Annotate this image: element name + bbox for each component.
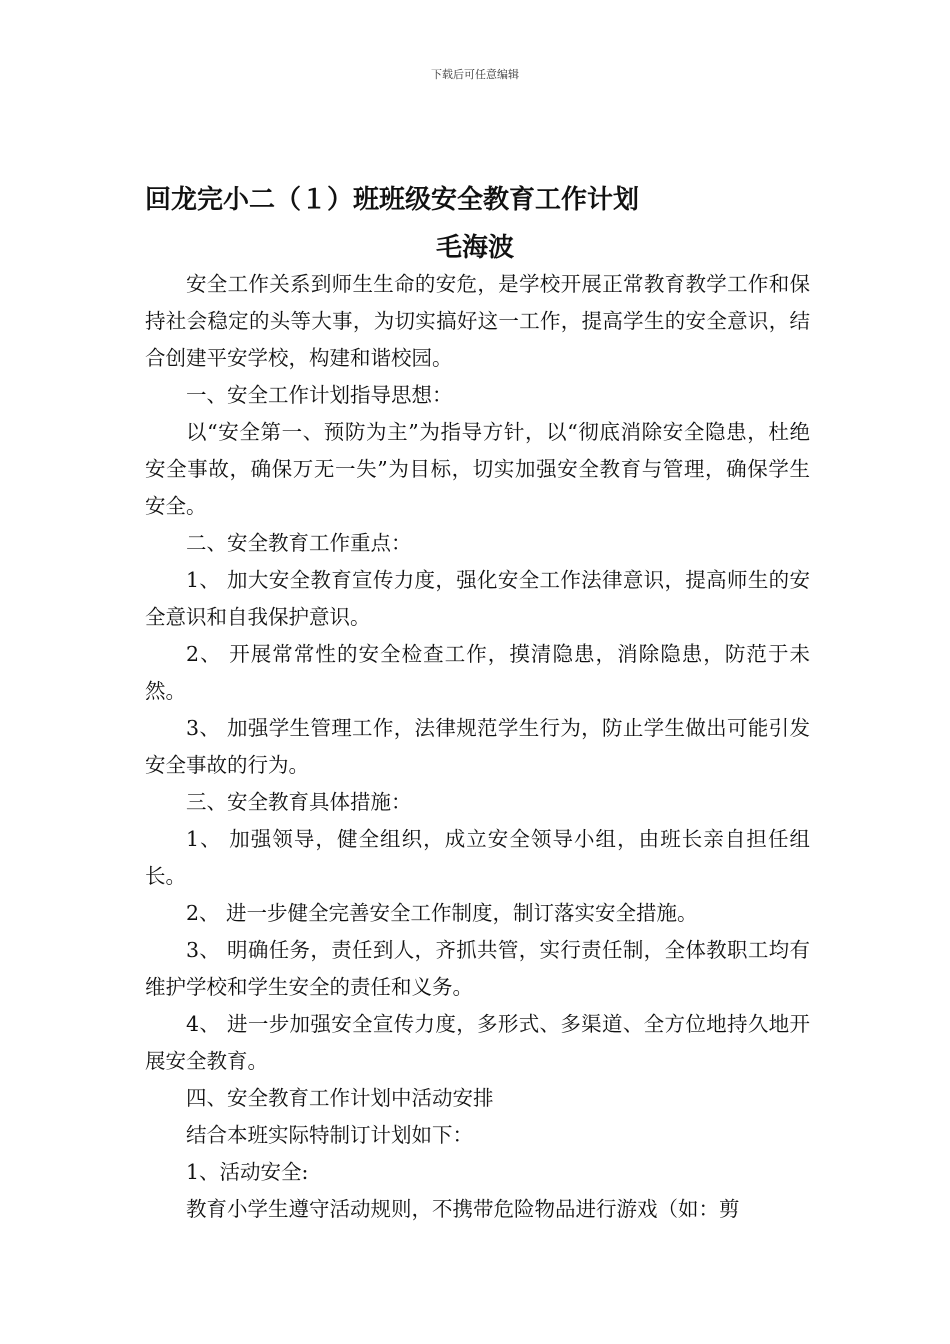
subsection-heading: 1、活动安全: (186, 1160, 309, 1184)
document-body (145, 266, 810, 1228)
author-name: 毛海波 (435, 233, 514, 263)
list-item: 1、 加大安全教育宣传力度，强化安全工作法律意识，提高师生的安全意识和自我保护意识。 (145, 568, 810, 629)
paragraph: 以“安全第一、预防为主”为指导方针，以“彻底消除安全隐患，杜绝安全事故，确保万无一失”为目标，切实加强安全教育与管理，确保学生安全。 (145, 420, 810, 518)
paragraph: 安全工作关系到师生生命的安危，是学校开展正常教育教学工作和保持社会稳定的头等大事，为切实搞好这一工作，提高学生的安全意识，结合创建平安学校，构建和谐校园。 (145, 272, 810, 370)
list-item: 4、 进一步加强安全宣传力度，多形式、多渠道、全方位地持久地开展安全教育。 (145, 1012, 810, 1073)
list-item: 3、 明确任务，责任到人，齐抓共管，实行责任制，全体教职工均有维护学校和学生安全的责任和义务。 (145, 938, 810, 999)
paragraph: 结合本班实际特制订计划如下： (186, 1123, 473, 1147)
section-heading: 三、安全教育具体措施： (186, 790, 412, 814)
section-heading: 四、安全教育工作计划中活动安排 (186, 1086, 494, 1110)
list-item: 2、 进一步健全完善安全工作制度，制订落实安全措施。 (186, 901, 698, 925)
list-item: 3、 加强学生管理工作，法律规范学生行为，防止学生做出可能引发安全事故的行为。 (145, 716, 810, 777)
section-heading: 一、安全工作计划指导思想： (186, 383, 453, 407)
paragraph: 教育小学生遵守活动规则，不携带危险物品进行游戏（如：剪 (186, 1197, 740, 1221)
document-title: 回龙完小二（１）班班级安全教育工作计划 (145, 185, 640, 215)
page-header-note: 下载后可任意编辑 (431, 68, 519, 81)
section-heading: 二、安全教育工作重点： (186, 531, 412, 555)
list-item: 2、 开展常常性的安全检查工作，摸清隐患，消除隐患，防范于未然。 (145, 642, 810, 703)
list-item: 1、 加强领导，健全组织，成立安全领导小组，由班长亲自担任组长。 (145, 827, 810, 888)
